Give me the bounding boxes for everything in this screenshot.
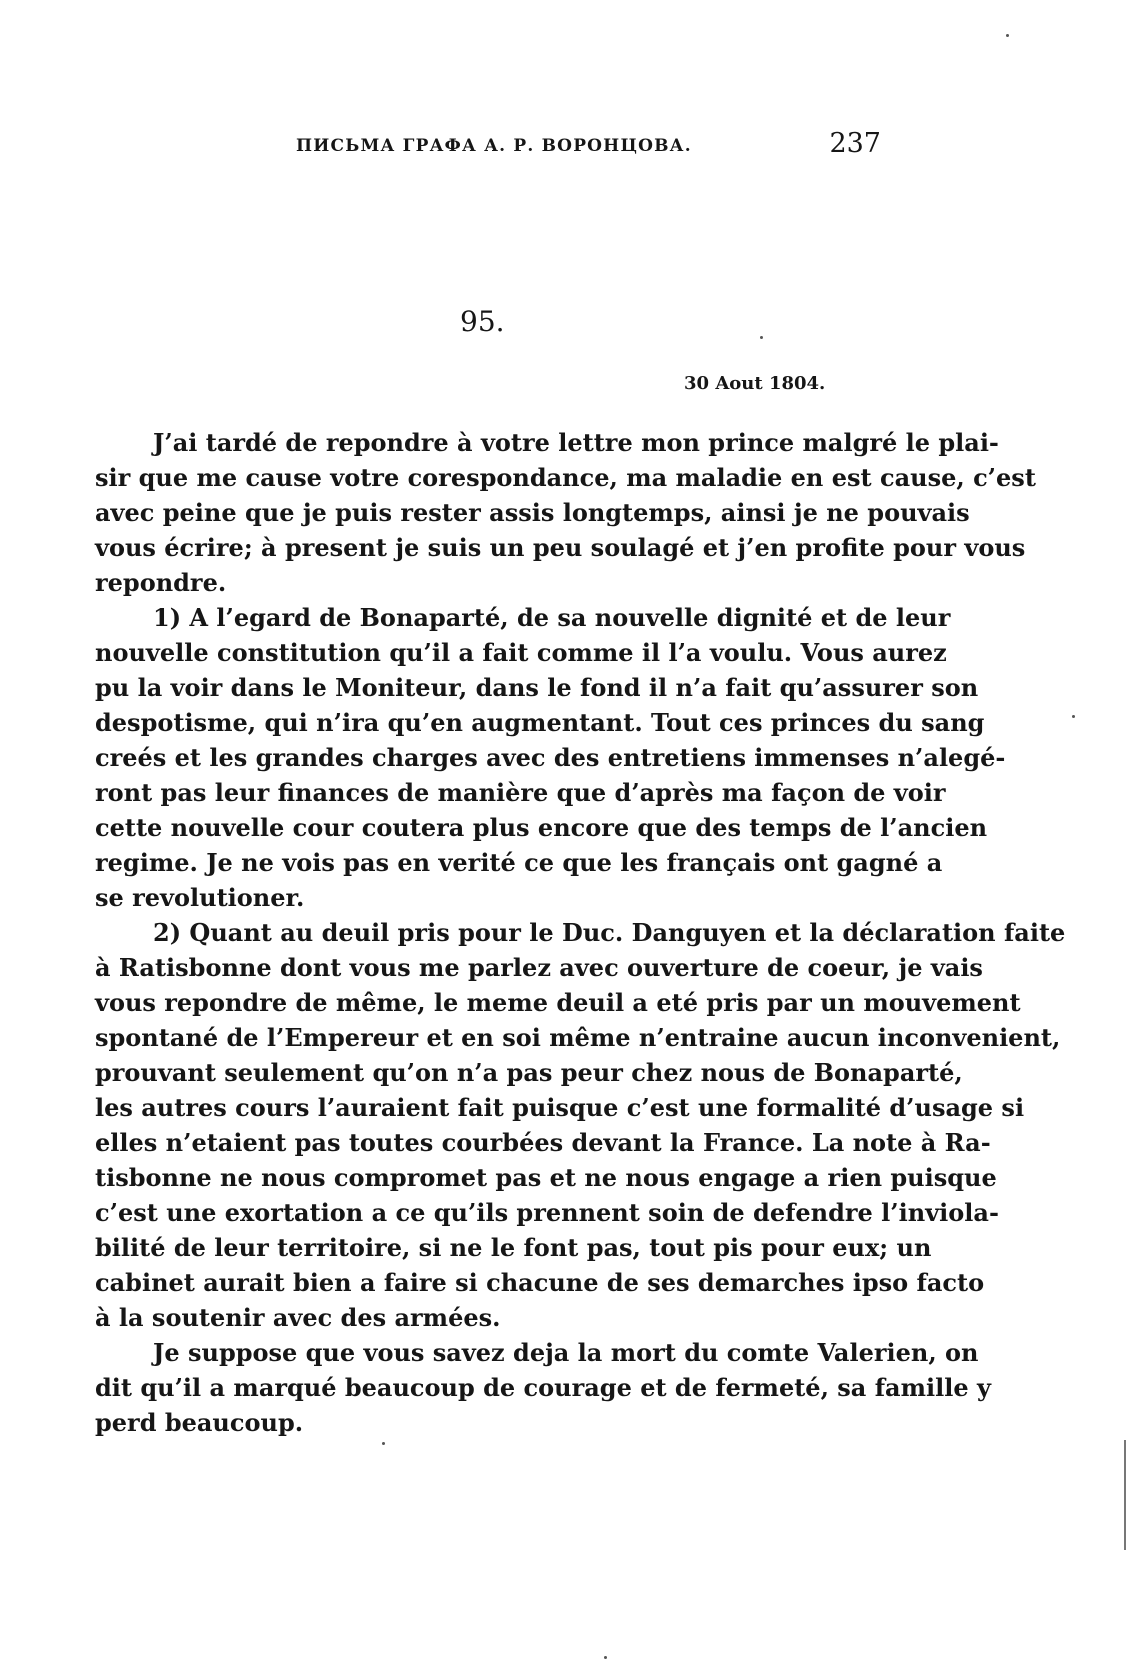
letter-date: 30 Aout 1804.: [684, 373, 826, 394]
text-line: regime. Je ne vois pas en verité ce que les français ont gagné a: [95, 848, 943, 877]
text-line: prouvant seulement qu’on n’a pas peur chez nous de Bonaparté,: [95, 1058, 963, 1087]
text-line: à Ratisbonne dont vous me parlez avec ouverture de coeur, je vais: [95, 953, 983, 982]
text-line: perd beaucoup.: [95, 1408, 304, 1437]
text-line: cabinet aurait bien a faire si chacune de ses demarches ipso facto: [95, 1268, 985, 1297]
text-line: Je suppose que vous savez deja la mort du comte Valerien, on: [153, 1338, 979, 1367]
text-line: les autres cours l’auraient fait puisque c’est une formalité d’usage si: [95, 1093, 1025, 1122]
text-line: elles n’etaient pas toutes courbées devant la France. La note à Ra-: [95, 1128, 991, 1157]
text-line: nouvelle constitution qu’il a fait comme il l’a voulu. Vous aurez: [95, 638, 947, 667]
page-number: 237: [829, 128, 881, 159]
text-line: ront pas leur finances de manière que d’après ma façon de voir: [95, 778, 946, 807]
scan-speck: [1072, 715, 1075, 718]
text-line: 2) Quant au deuil pris pour le Duc. Danguyen et la déclaration faite: [153, 918, 1066, 947]
letter-body: [95, 425, 1066, 1440]
text-line: despotisme, qui n’ira qu’en augmentant. Tout ces princes du sang: [95, 708, 985, 737]
text-line: J’ai tardé de repondre à votre lettre mon prince malgré le plai-: [153, 428, 999, 457]
text-line: creés et les grandes charges avec des entretiens immenses n’alegé-: [95, 743, 1006, 772]
text-line: vous repondre de même, le meme deuil a eté pris par un mouvement: [95, 988, 1021, 1017]
text-line: tisbonne ne nous compromet pas et ne nous engage a rien puisque: [95, 1163, 997, 1192]
letter-number: 95.: [460, 305, 505, 338]
text-line: sir que me cause votre corespondance, ma maladie en est cause, c’est: [95, 463, 1036, 492]
text-line: cette nouvelle cour coutera plus encore que des temps de l’ancien: [95, 813, 988, 842]
text-line: 1) A l’egard de Bonaparté, de sa nouvelle dignité et de leur: [153, 603, 951, 632]
scan-speck: [1006, 34, 1009, 37]
text-line: avec peine que je puis rester assis longtemps, ainsi je ne pouvais: [95, 498, 970, 527]
scan-edge-mark: [1124, 1440, 1126, 1550]
text-line: bilité de leur territoire, si ne le font pas, tout pis pour eux; un: [95, 1233, 932, 1262]
running-title: ПИСЬМА ГРАФА А. Р. ВОРОНЦОВА.: [296, 136, 692, 156]
text-line: pu la voir dans le Moniteur, dans le fond il n’a fait qu’assurer son: [95, 673, 979, 702]
text-line: à la soutenir avec des armées.: [95, 1303, 501, 1332]
text-line: se revolutioner.: [95, 883, 305, 912]
text-line: repondre.: [95, 568, 227, 597]
text-line: dit qu’il a marqué beaucoup de courage et de fermeté, sa famille y: [95, 1373, 991, 1402]
text-line: c’est une exortation a ce qu’ils prennent soin de defendre l’inviola-: [95, 1198, 999, 1227]
text-line: vous écrire; à present je suis un peu soulagé et j’en profite pour vous: [95, 533, 1026, 562]
scan-speck: [604, 1656, 607, 1659]
running-head: [296, 128, 881, 164]
scan-speck: [382, 1442, 385, 1445]
text-line: spontané de l’Empereur et en soi même n’entraine aucun inconvenient,: [95, 1023, 1061, 1052]
scan-speck: [760, 336, 763, 339]
